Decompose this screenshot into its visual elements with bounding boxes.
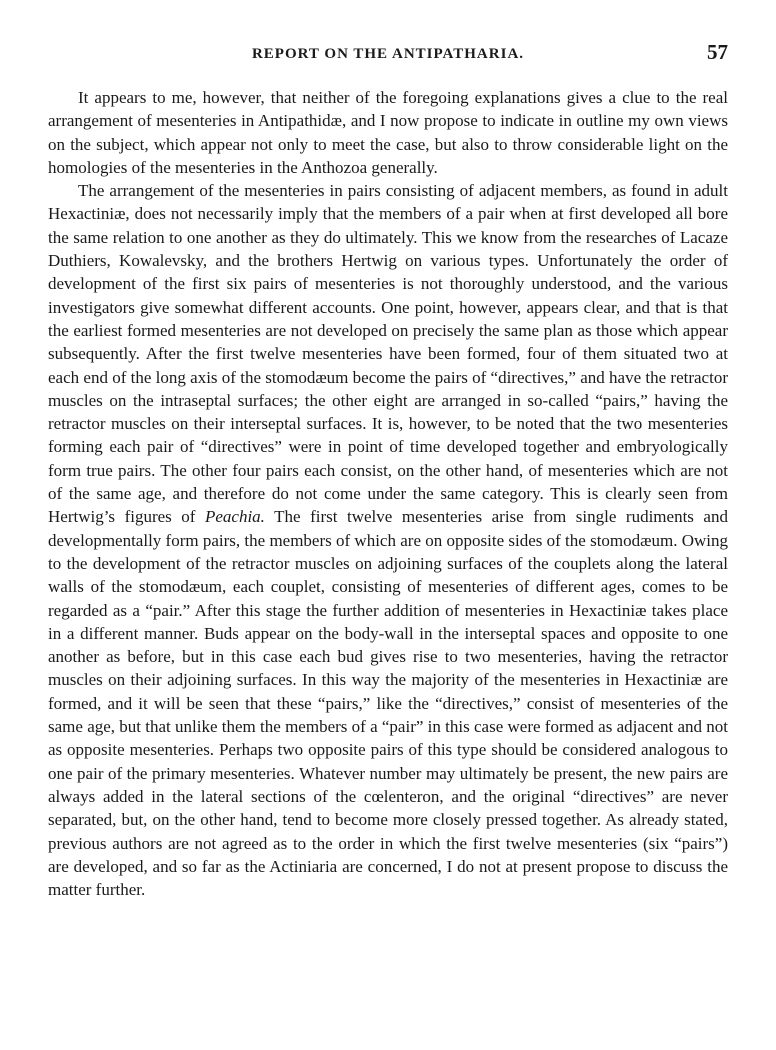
paragraph-1 (48, 86, 728, 179)
running-head (48, 40, 728, 70)
page-number: 57 (707, 40, 728, 64)
paragraph-2 (48, 179, 728, 901)
paragraph-2-text-after: The first twelve mesenteries arise from single rudiments and developmentally form pairs, the members of which are on opposite sides of the stomodæum. Owing to the development of the retractor muscles on adjoining surfaces of the couplets along the lateral walls of the stomodæum, each couplet, consisting of mesenteries of different ages, comes to be regarded as a “pair.” After this stage the further addition of mesenteries in Hexactiniæ takes place in a different manner. Buds appear on the body-wall in the interseptal spaces and opposite to one another as before, but in this case each bud gives rise to two mesenteries, having the retractor muscles on their adjoining surfaces. In this way the majority of the mesenteries in Hexactiniæ are formed, and it will be seen that these “pairs,” like the “directives,” consist of mesenteries of the same age, but that unlike them the members of a “pair” in this case were formed as adjacent and not as opposite mesenteries. Perhaps two opposite pairs of this type should be considered analogous to one pair of the primary mesenteries. Whatever number may ultimately be present, the new pairs are always added in the lateral sections of the cœlenteron, and the original “directives” are never separated, but, on the other hand, tend to become more closely pressed together. As already stated, previous authors are not agreed as to the order in which the first twelve mesenteries (six “pairs”) are developed, and so far as the Actiniaria are concerned, I do not at present propose to discuss the matter further. (48, 507, 728, 900)
body-text (48, 86, 728, 901)
paragraph-1-text: It appears to me, however, that neither of the foregoing explanations gives a clue to the real arrangement of mesenteries in Antipathidæ, and I now propose to indicate in outline my own views on the subject, which appear not only to meet the case, but also to throw considerable light on the homologies of the mesenteries in the Anthozoa generally. (48, 88, 728, 177)
running-title: REPORT ON THE ANTIPATHARIA. (251, 46, 525, 62)
species-name: Peachia. (204, 507, 265, 527)
paragraph-2-text-before: The arrangement of the mesenteries in pairs consisting of adjacent members, as found in adult Hexactiniæ, does not necessarily imply that the members of a pair when at first developed all bore the same relation to one another as they do ultimately. This we know from the researches of Lacaze Duthiers, Kowalevsky, and the brothers Hertwig on various types. Unfortunately the order of development of the first six pairs of mesenteries is not thoroughly understood, and the various investigators give somewhat different accounts. One point, however, appears clear, and that is that the earliest formed mesenteries are not developed on precisely the same plan as those which appear subsequently. After the first twelve mesenteries have been formed, four of them situated two at each end of the long axis of the stomodæum become the pairs of “directives,” and have the retractor muscles on the intraseptal surfaces; the other eight are arranged in so-called “pairs,” having the retractor muscles on their interseptal surfaces. It is, however, to be noted that the two mesenteries forming each pair of “directives” were in point of time developed together and embryologically form true pairs. The other four pairs each consist, on the other hand, of mesenteries which are not of the same age, and therefore do not come under the same category. This is clearly seen from Hertwig’s figures of (48, 181, 728, 527)
